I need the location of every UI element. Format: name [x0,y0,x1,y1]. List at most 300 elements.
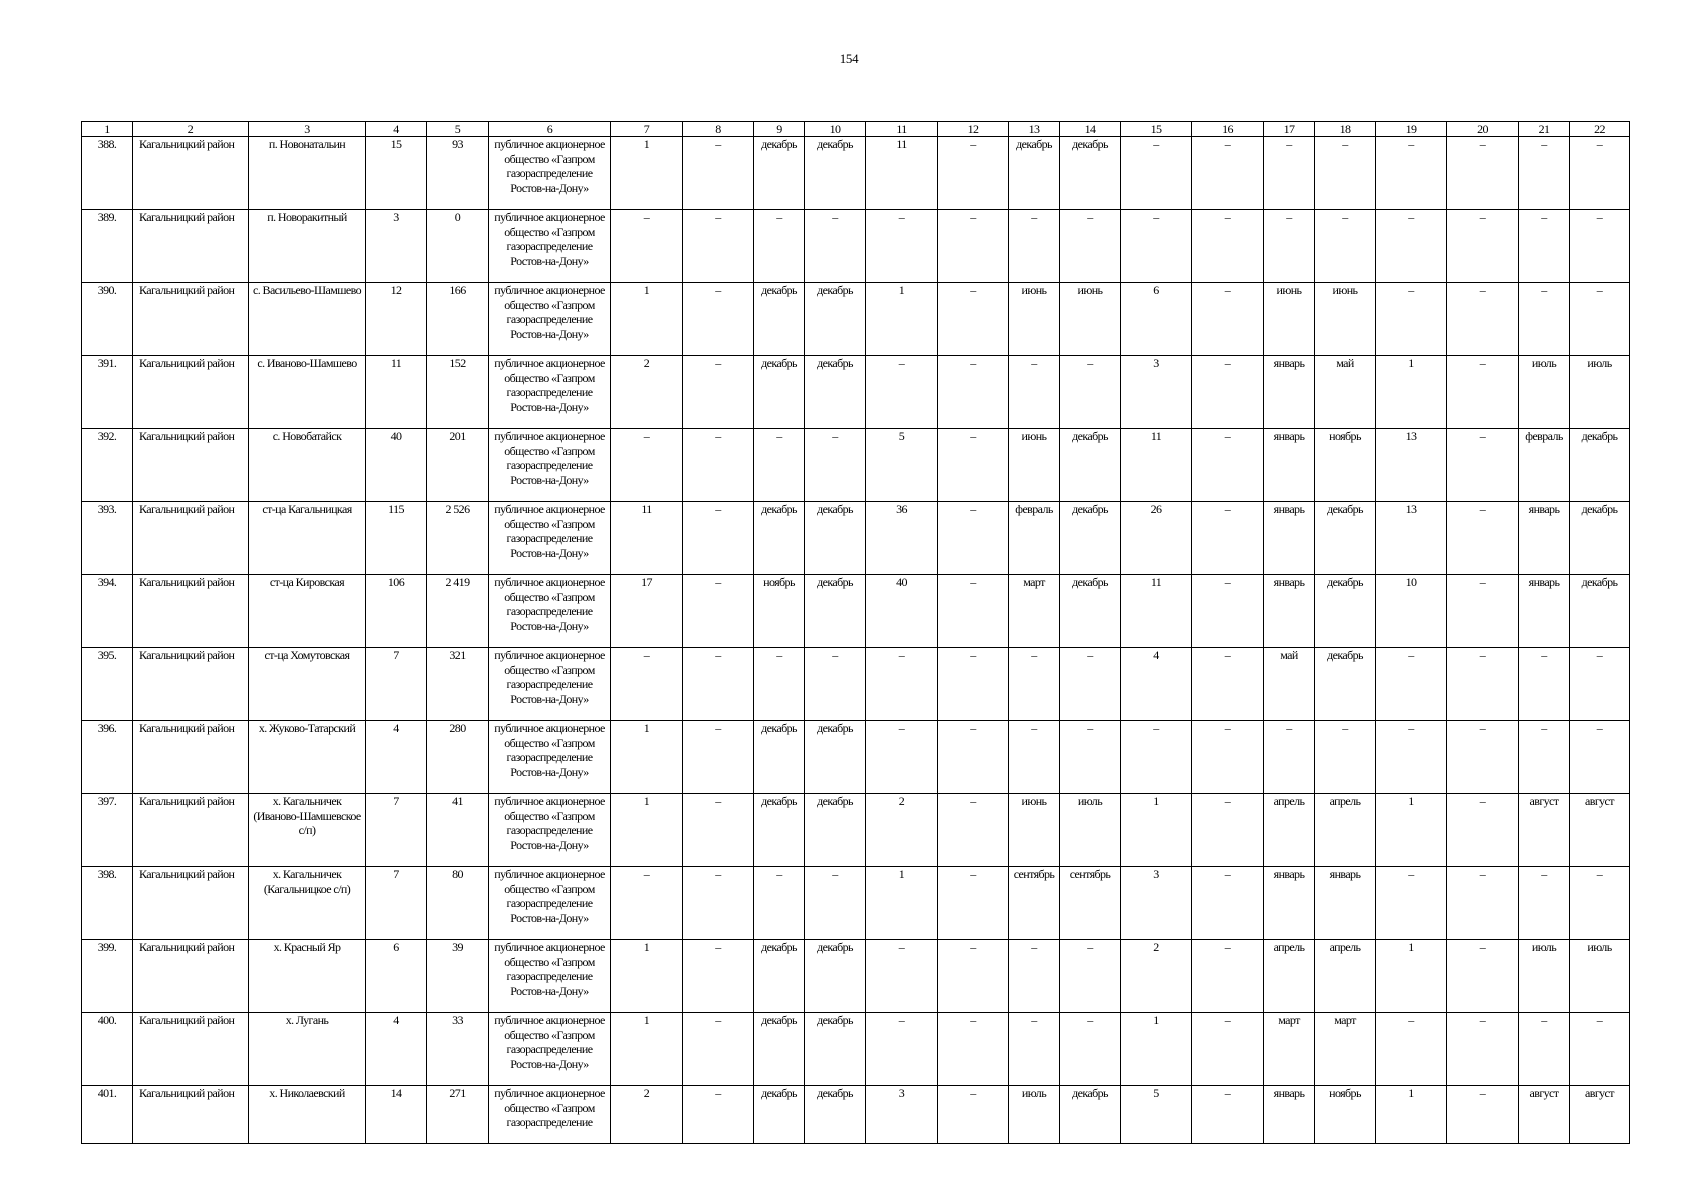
table-cell: х. Лугань [249,1013,366,1086]
table-cell: – [1447,794,1519,867]
table-cell: 152 [427,356,489,429]
table-cell: декабрь [754,502,805,575]
table-cell: 0 [427,210,489,283]
table-cell: публичное акционерное общество «Газпром газораспределение [489,1086,611,1144]
table-cell: декабрь [805,721,866,794]
table-cell: 41 [427,794,489,867]
table-cell: Кагальницкий район [133,940,249,1013]
table-cell: – [1570,137,1630,210]
table-cell: 1 [611,283,683,356]
table-cell: – [1376,283,1447,356]
table-cell: – [938,502,1009,575]
table-cell: 40 [866,575,938,648]
table-cell: 7 [366,794,427,867]
table-cell: декабрь [805,283,866,356]
table-cell: март [1009,575,1060,648]
table-cell: – [1192,137,1264,210]
table-cell: – [1315,721,1376,794]
table-cell: – [805,210,866,283]
table-cell: х. Николаевский [249,1086,366,1144]
table-cell: – [1121,210,1192,283]
table-cell: июнь [1315,283,1376,356]
column-number-cell: 21 [1519,122,1570,137]
table-cell: – [1447,721,1519,794]
table-cell: – [1519,1013,1570,1086]
table-cell: – [938,648,1009,721]
column-number-cell: 6 [489,122,611,137]
table-cell: п. Новоракитный [249,210,366,283]
table-cell: публичное акционерное общество «Газпром газораспределение Ростов-на-Дону» [489,1013,611,1086]
table-cell: январь [1264,429,1315,502]
table-cell: декабрь [1060,575,1121,648]
table-cell: 1 [611,794,683,867]
table-cell: декабрь [1060,429,1121,502]
table-cell: 2 [1121,940,1192,1013]
table-cell: публичное акционерное общество «Газпром газораспределение Ростов-на-Дону» [489,794,611,867]
column-number-cell: 5 [427,122,489,137]
table-cell: декабрь [805,1086,866,1144]
table-cell: 7 [366,867,427,940]
table-cell: 271 [427,1086,489,1144]
column-number-cell: 16 [1192,122,1264,137]
table-cell: 166 [427,283,489,356]
table-cell: 5 [866,429,938,502]
table-cell: апрель [1315,940,1376,1013]
table-cell: ноябрь [1315,429,1376,502]
table-cell: 14 [366,1086,427,1144]
table-cell: – [683,356,754,429]
table-cell: 12 [366,283,427,356]
table-cell: Кагальницкий район [133,867,249,940]
table-cell: январь [1264,575,1315,648]
table-cell: 2 526 [427,502,489,575]
table-cell: июль [1570,940,1630,1013]
table-cell: 1 [1121,1013,1192,1086]
table-cell: 6 [1121,283,1192,356]
table-cell: – [938,210,1009,283]
table-cell: декабрь [805,356,866,429]
table-cell: 4 [366,721,427,794]
table-cell: – [1447,137,1519,210]
table-cell: декабрь [1570,575,1630,648]
table-cell: январь [1264,867,1315,940]
table-cell: 40 [366,429,427,502]
table-cell: 1 [611,940,683,1013]
table-cell: декабрь [1315,502,1376,575]
table-cell: Кагальницкий район [133,502,249,575]
column-number-cell: 17 [1264,122,1315,137]
table-cell: – [1192,575,1264,648]
table-cell: 15 [366,137,427,210]
table-cell: – [1570,210,1630,283]
table-cell: 401. [82,1086,133,1144]
table-cell: Кагальницкий район [133,429,249,502]
table-cell: 39 [427,940,489,1013]
table-cell: июнь [1264,283,1315,356]
table-cell: – [1376,210,1447,283]
table-cell: июль [1519,940,1570,1013]
table-cell: август [1519,1086,1570,1144]
table-cell: – [1192,283,1264,356]
table-cell: ст-ца Кировская [249,575,366,648]
table-cell: февраль [1519,429,1570,502]
table-cell: 10 [1376,575,1447,648]
table-row [82,721,1630,794]
table-cell: – [1192,429,1264,502]
table-cell: ноябрь [754,575,805,648]
table-cell: Кагальницкий район [133,210,249,283]
table-cell: – [1376,721,1447,794]
table-cell: август [1519,794,1570,867]
table-cell: 321 [427,648,489,721]
table-cell: – [1519,137,1570,210]
table-cell: январь [1264,1086,1315,1144]
table-cell: 1 [866,867,938,940]
table-cell: январь [1315,867,1376,940]
table-cell: 11 [866,137,938,210]
table-cell: – [683,794,754,867]
table-cell: июль [1570,356,1630,429]
table-cell: – [1315,137,1376,210]
table-cell: 115 [366,502,427,575]
table-row [82,502,1630,575]
table-cell: – [683,867,754,940]
table-cell: 1 [1376,940,1447,1013]
table-cell: 400. [82,1013,133,1086]
table-cell: апрель [1315,794,1376,867]
table-cell: 5 [1121,1086,1192,1144]
table-cell: – [611,867,683,940]
table-cell: декабрь [805,575,866,648]
table-cell: 1 [611,137,683,210]
table-cell: Кагальницкий район [133,1086,249,1144]
table-cell: публичное акционерное общество «Газпром газораспределение Ростов-на-Дону» [489,648,611,721]
table-cell: декабрь [754,794,805,867]
table-row [82,210,1630,283]
table-cell: 1 [866,283,938,356]
table-cell: – [1519,648,1570,721]
table-row [82,867,1630,940]
table-cell: май [1315,356,1376,429]
table-cell: 3 [1121,356,1192,429]
table-cell: – [754,210,805,283]
table-cell: июль [1009,1086,1060,1144]
table-cell: июнь [1009,283,1060,356]
table-cell: 11 [1121,575,1192,648]
table-cell: декабрь [1060,137,1121,210]
table-cell: декабрь [1570,502,1630,575]
table-cell: 13 [1376,429,1447,502]
table-cell: с. Новобатайск [249,429,366,502]
table-cell: – [1009,940,1060,1013]
table-cell: – [1009,1013,1060,1086]
table-cell: – [938,1086,1009,1144]
table-cell: – [683,1013,754,1086]
table-cell: 11 [366,356,427,429]
table-cell: – [938,137,1009,210]
table-cell: – [1447,429,1519,502]
table-cell: февраль [1009,502,1060,575]
table-cell: июнь [1009,794,1060,867]
table-cell: ноябрь [1315,1086,1376,1144]
table-cell: Кагальницкий район [133,283,249,356]
table-cell: – [754,867,805,940]
table-cell: – [1519,721,1570,794]
column-number-cell: 20 [1447,122,1519,137]
table-cell: декабрь [754,1013,805,1086]
table-cell: – [1060,1013,1121,1086]
table-cell: – [938,794,1009,867]
table-cell: Кагальницкий район [133,356,249,429]
table-cell: 2 [611,356,683,429]
table-cell: п. Новонатальин [249,137,366,210]
column-number-cell: 4 [366,122,427,137]
table-cell: декабрь [805,137,866,210]
table-cell: 396. [82,721,133,794]
table-cell: – [938,721,1009,794]
table-cell: апрель [1264,794,1315,867]
table-cell: – [938,283,1009,356]
table-cell: декабрь [754,721,805,794]
table-cell: – [1192,721,1264,794]
table-row [82,356,1630,429]
table-row [82,940,1630,1013]
table-cell: декабрь [805,502,866,575]
table-cell: – [1009,210,1060,283]
table-cell: 399. [82,940,133,1013]
table-cell: – [1192,1013,1264,1086]
table-cell: декабрь [754,283,805,356]
table-row [82,1086,1630,1144]
table-cell: – [1192,1086,1264,1144]
table-cell: – [805,429,866,502]
table-cell: публичное акционерное общество «Газпром газораспределение Ростов-на-Дону» [489,502,611,575]
table-cell: 3 [1121,867,1192,940]
table-cell: – [1192,502,1264,575]
table-row [82,429,1630,502]
table-cell: – [805,867,866,940]
table-cell: – [1447,502,1519,575]
table-cell: – [1009,648,1060,721]
table-cell: – [683,575,754,648]
table-cell: – [1060,940,1121,1013]
table-cell: – [866,356,938,429]
table-cell: 2 [611,1086,683,1144]
table-cell: декабрь [1315,648,1376,721]
table-cell: публичное акционерное общество «Газпром газораспределение Ростов-на-Дону» [489,283,611,356]
table-row [82,137,1630,210]
table-row [82,794,1630,867]
table-cell: 388. [82,137,133,210]
table-cell: 106 [366,575,427,648]
table-cell: публичное акционерное общество «Газпром газораспределение Ростов-на-Дону» [489,575,611,648]
table-cell: публичное акционерное общество «Газпром газораспределение Ростов-на-Дону» [489,940,611,1013]
table-cell: – [754,648,805,721]
table-cell: 3 [866,1086,938,1144]
table-cell: 391. [82,356,133,429]
table-cell: 1 [1376,1086,1447,1144]
table-cell: 11 [611,502,683,575]
table-cell: – [1376,867,1447,940]
gasification-schedule-table [81,121,1630,1144]
table-cell: – [1570,721,1630,794]
table-cell: – [683,429,754,502]
column-number-cell: 19 [1376,122,1447,137]
table-cell: – [1447,867,1519,940]
table-cell: – [1121,721,1192,794]
table-cell: – [683,648,754,721]
table-cell: 2 [866,794,938,867]
table-cell: публичное акционерное общество «Газпром газораспределение Ростов-на-Дону» [489,356,611,429]
table-cell: – [805,648,866,721]
table-cell: 6 [366,940,427,1013]
table-cell: 280 [427,721,489,794]
table-cell: публичное акционерное общество «Газпром газораспределение Ростов-на-Дону» [489,210,611,283]
table-cell: декабрь [754,137,805,210]
table-cell: – [1447,648,1519,721]
table-cell: – [1447,210,1519,283]
table-cell: январь [1264,502,1315,575]
column-number-cell: 8 [683,122,754,137]
table-cell: публичное акционерное общество «Газпром газораспределение Ростов-на-Дону» [489,137,611,210]
table-cell: публичное акционерное общество «Газпром газораспределение Ростов-на-Дону» [489,867,611,940]
table-cell: 3 [366,210,427,283]
table-row [82,1013,1630,1086]
table-cell: – [683,502,754,575]
column-number-cell: 13 [1009,122,1060,137]
table-cell: 11 [1121,429,1192,502]
table-cell: апрель [1264,940,1315,1013]
table-cell: публичное акционерное общество «Газпром газораспределение Ростов-на-Дону» [489,429,611,502]
table-cell: 201 [427,429,489,502]
table-cell: – [866,940,938,1013]
table-cell: сентябрь [1060,867,1121,940]
column-number-row [82,122,1630,137]
table-cell: х. Кагальничек (Кагальницкое с/п) [249,867,366,940]
table-cell: – [866,721,938,794]
table-row [82,648,1630,721]
table-cell: – [1264,210,1315,283]
table-cell: – [1192,210,1264,283]
table-cell: – [866,648,938,721]
table-cell: 80 [427,867,489,940]
table-cell: июль [1519,356,1570,429]
table-cell: 1 [611,721,683,794]
column-number-cell: 7 [611,122,683,137]
table-cell: – [683,940,754,1013]
table-row [82,575,1630,648]
table-cell: 4 [1121,648,1192,721]
table-cell: 392. [82,429,133,502]
table-row [82,283,1630,356]
table-cell: с. Иваново-Шамшево [249,356,366,429]
table-cell: 1 [1121,794,1192,867]
table-cell: декабрь [805,940,866,1013]
table-cell: – [1570,648,1630,721]
table-cell: 1 [1376,356,1447,429]
table-cell: июнь [1060,283,1121,356]
table-cell: – [1192,940,1264,1013]
column-number-cell: 1 [82,122,133,137]
column-number-cell: 14 [1060,122,1121,137]
table-cell: – [1060,356,1121,429]
table-cell: – [938,867,1009,940]
table-cell: 394. [82,575,133,648]
table-cell: – [866,210,938,283]
table-cell: – [1376,648,1447,721]
table-cell: 7 [366,648,427,721]
table-cell: – [1570,283,1630,356]
table-cell: май [1264,648,1315,721]
table-cell: 397. [82,794,133,867]
table-cell: – [1192,648,1264,721]
column-number-cell: 22 [1570,122,1630,137]
column-number-cell: 9 [754,122,805,137]
table-cell: – [938,429,1009,502]
table-cell: – [754,429,805,502]
table-cell: – [1519,210,1570,283]
table-cell: декабрь [1060,502,1121,575]
column-number-cell: 11 [866,122,938,137]
table-cell: ст-ца Кагальницкая [249,502,366,575]
table-cell: Кагальницкий район [133,137,249,210]
table-cell: декабрь [1060,1086,1121,1144]
table-cell: – [1376,137,1447,210]
table-cell: – [866,1013,938,1086]
table-cell: 2 419 [427,575,489,648]
table-cell: декабрь [1009,137,1060,210]
table-cell: – [1121,137,1192,210]
table-cell: Кагальницкий район [133,794,249,867]
table-cell: 33 [427,1013,489,1086]
table-cell: июнь [1009,429,1060,502]
table-cell: декабрь [754,1086,805,1144]
table-cell: – [1192,794,1264,867]
table-cell: – [1009,721,1060,794]
table-cell: 395. [82,648,133,721]
table-cell: август [1570,1086,1630,1144]
table-cell: х. Кагальничек (Иваново-Шамшевское с/п) [249,794,366,867]
column-number-cell: 18 [1315,122,1376,137]
table-cell: 398. [82,867,133,940]
table-cell: – [1519,283,1570,356]
table-cell: – [1447,356,1519,429]
table-cell: х. Жуково-Татарский [249,721,366,794]
table-cell: – [938,940,1009,1013]
table-cell: 13 [1376,502,1447,575]
table-cell: 26 [1121,502,1192,575]
table-cell: – [1060,721,1121,794]
column-number-cell: 3 [249,122,366,137]
table-cell: декабрь [805,794,866,867]
table-cell: – [1192,356,1264,429]
column-number-cell: 2 [133,122,249,137]
table-cell: – [1060,648,1121,721]
table-cell: – [1447,1013,1519,1086]
table-cell: – [1570,867,1630,940]
table-cell: – [683,721,754,794]
table-cell: – [1570,1013,1630,1086]
table-cell: январь [1519,502,1570,575]
table-cell: – [1264,721,1315,794]
table-cell: – [1060,210,1121,283]
table-cell: – [1192,867,1264,940]
table-cell: с. Васильево-Шамшево [249,283,366,356]
table-cell: декабрь [1315,575,1376,648]
table-cell: – [683,1086,754,1144]
table-cell: 393. [82,502,133,575]
table-cell: август [1570,794,1630,867]
